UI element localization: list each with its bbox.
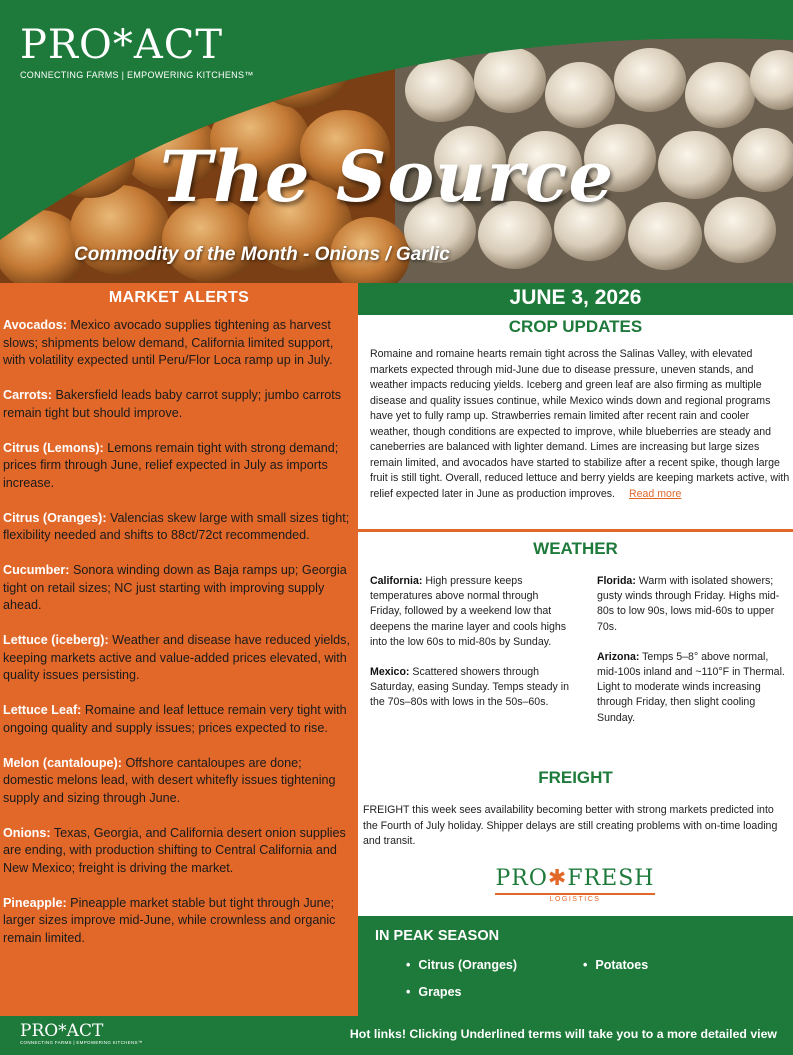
issue-date: JUNE 3, 2026 <box>358 283 793 315</box>
profresh-wordmark <box>495 866 655 892</box>
crop-updates-heading: CROP UPDATES <box>508 317 643 336</box>
weather-region <box>597 650 787 726</box>
header-banner <box>0 0 793 283</box>
alert-item <box>3 317 352 370</box>
read-more-link[interactable]: Read more <box>628 487 682 500</box>
crop-updates-body <box>370 347 790 502</box>
alert-label[interactable]: Cucumber: <box>3 563 70 577</box>
weather-region <box>370 665 570 711</box>
logo-rule <box>495 893 655 895</box>
alert-text: Pineapple market stable but tight through June; larger sizes improve mid-June, while crownless and organic remain limited. <box>3 895 336 945</box>
region-label: California: <box>370 575 423 587</box>
footer-tagline: CONNECTING FARMS | EMPOWERING KITCHENS™ <box>20 1040 143 1045</box>
peak-item: • Potatoes <box>583 958 648 972</box>
peak-item: • Citrus (Oranges) <box>406 958 517 972</box>
logo-left-word: PRO <box>495 866 548 891</box>
alert-text: Offshore cantaloupes are done; domestic melons lead, with desert whitefly issues tightening supply and sizing through June. <box>3 755 336 805</box>
alert-label[interactable]: Lettuce Leaf: <box>3 703 82 717</box>
weather-column-right <box>597 574 787 741</box>
alert-text: Bakersfield leads baby carrot supply; jumbo carrots remain tight but should improve. <box>3 388 342 420</box>
alert-text: Mexico avocado supplies tightening as harvest slows; shipments below demand, California limited support, with volatility expected until Peru/Flor Loca ramp up in July. <box>3 318 334 367</box>
region-forecast: Scattered showers through Saturday, easing Sunday. Temps steady in the 70s–80s with lows in the 50s–60s. <box>370 666 570 709</box>
alert-item <box>3 387 352 422</box>
logo-right-word: FRESH <box>567 866 655 891</box>
weather-region <box>597 574 787 635</box>
section-divider <box>358 529 793 532</box>
crop-updates-text: Romaine and romaine hearts remain tight across the Salinas Valley, with elevated markets expected through mid-June due to disease pressure, uneven stands, and weather impacts reducing yields. Iceberg and green leaf are also firming as multiple disease and quality issues continue, while Mexico winds down and regional programs have yet to fully ramp up. Strawberries remain limited after recent rain and cooler weather, though conditions are expected to improve, while blueberries are steady and caneberries are balanced with lighter demand. Limes are increasing but large sizes remain limited, and avocados have started to stabilize after a recent spike, though large fruit is still tight. Overall, reduced lettuce and berry yields are keeping markets active, with relief expected later in June as production improves. <box>370 348 790 500</box>
alert-label[interactable]: Pineapple: <box>3 895 67 910</box>
newsletter-title: The Source <box>160 135 615 218</box>
alert-label[interactable]: Melon (cantaloupe): <box>3 755 122 770</box>
peak-item: • Grapes <box>406 985 461 999</box>
brand-name: PRO*ACT <box>20 22 223 68</box>
alert-text: Sonora winding down as Baja ramps up; Georgia tight on retail sizes; NC just starting with improving supply ahead. <box>3 563 347 612</box>
profresh-logistics-logo <box>495 866 655 903</box>
footer-bar <box>0 1016 793 1055</box>
alert-label[interactable]: Lettuce (iceberg): <box>3 633 109 647</box>
region-label: Mexico: <box>370 666 410 679</box>
alert-text: Valencias skew large with small sizes tight; flexibility needed and shifts to 88ct/72ct recommended. <box>3 510 350 542</box>
alert-label[interactable]: Carrots: <box>3 388 52 402</box>
alert-item <box>3 895 352 948</box>
market-alerts-heading: MARKET ALERTS <box>108 289 250 306</box>
alert-item <box>3 702 352 737</box>
weather-region <box>370 574 570 650</box>
alert-label[interactable]: Citrus (Oranges): <box>3 510 107 525</box>
region-label: Florida: <box>597 575 636 587</box>
region-label: Arizona: <box>597 650 640 663</box>
alert-item <box>3 632 352 685</box>
brand-tagline: CONNECTING FARMS | EMPOWERING KITCHENS™ <box>20 70 254 80</box>
alert-text: Lemons remain tight with strong demand; prices firm through June, relief expected in July as imports increase. <box>3 440 339 490</box>
alert-text: Romaine and leaf lettuce remain very tight with ongoing quality and supply issues; prices expected to rise. <box>3 703 347 735</box>
alert-item <box>3 755 352 808</box>
weather-heading: WEATHER <box>533 539 618 558</box>
region-forecast: Warm with isolated showers; gusty winds through Friday. Highs mid-80s to low 90s, lows mid-60s to upper 70s. <box>597 575 780 633</box>
logo-star-icon: ✱ <box>547 866 568 891</box>
market-alerts-list <box>0 307 358 947</box>
alert-text: Texas, Georgia, and California desert onion supplies are ending, with production shifting to Central California and New Mexico; freight is driving the market. <box>3 825 346 875</box>
alert-label[interactable]: Onions: <box>3 825 51 840</box>
alert-item <box>3 562 352 615</box>
freight-heading: FREIGHT <box>538 768 613 787</box>
freight-body: FREIGHT this week sees availability becoming better with strong markets predicted into the Fourth of July holiday. Shipper delays are still creating problems with on-time loading and transit. <box>363 804 778 847</box>
commodity-subtitle: Commodity of the Month - Onions / Garlic <box>74 244 450 265</box>
alert-text: Weather and disease have reduced yields, keeping markets active and value-added prices elevated, with quality issues persisting. <box>3 633 350 682</box>
hot-links-note: Hot links! Clicking Underlined terms will take you to a more detailed view <box>349 1027 777 1041</box>
alert-label[interactable]: Citrus (Lemons): <box>3 440 104 455</box>
alert-item <box>3 825 352 878</box>
market-alerts-panel <box>0 283 358 1016</box>
alert-item <box>3 510 352 545</box>
peak-season-panel <box>358 916 793 1016</box>
proact-logo <box>20 22 254 80</box>
region-forecast: High pressure keeps temperatures above normal through Friday, followed by a weekend low that deepens the marine layer and cools highs into the low 60s to mid-80s by Sunday. <box>370 575 567 648</box>
logo-subtitle: LOGISTICS <box>549 896 601 903</box>
peak-season-heading: IN PEAK SEASON <box>375 928 500 944</box>
alert-item <box>3 440 352 493</box>
weather-column-left <box>370 574 570 726</box>
footer-logo <box>20 1022 143 1045</box>
alert-label[interactable]: Avocados: <box>3 318 67 332</box>
region-forecast: Temps 5–8° above normal, mid-100s inland and ~110°F in Thermal. Light to moderate winds increasing through Friday, then slight cooling Sunday. <box>597 650 785 724</box>
footer-brand: PRO*ACT <box>20 1021 104 1041</box>
